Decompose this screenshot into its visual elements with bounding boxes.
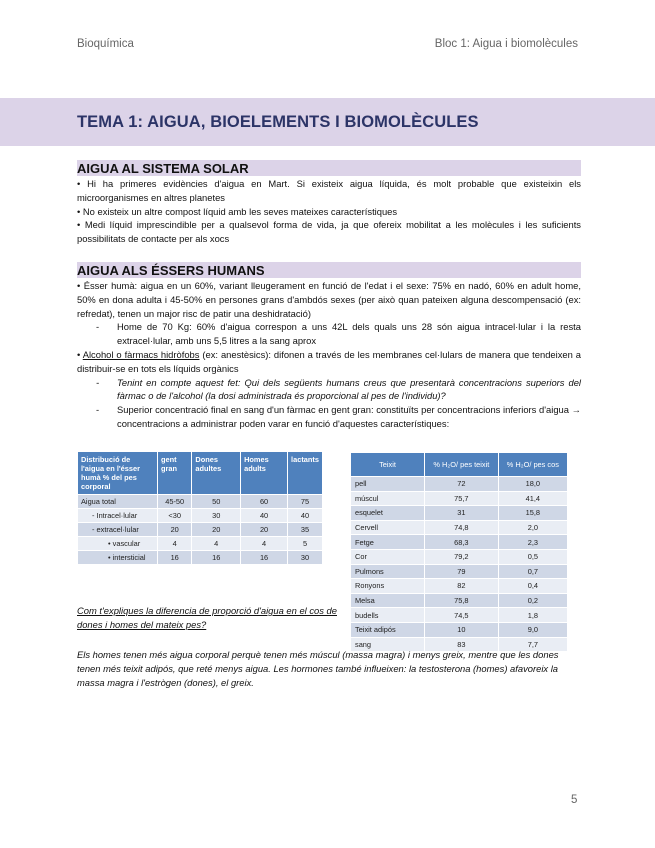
header-block: Bloc 1: Aigua i biomolècules <box>434 38 578 50</box>
table-row <box>351 593 568 608</box>
table-cell: 35 <box>288 523 323 537</box>
table-cell: 20 <box>192 523 241 537</box>
table-row <box>351 549 568 564</box>
table-row <box>351 520 568 535</box>
table-cell: 83 <box>425 637 499 652</box>
hydrophobic-text: (ex: anestèsics): difonen a través de les membranes cel·lulars de manera que tendeixen a distribuir-se en tots els líquids orgànics <box>77 348 582 374</box>
table-cell: 45-50 <box>158 495 192 509</box>
table-header: gent gran <box>158 452 192 495</box>
table-row <box>78 537 323 551</box>
page-title: TEMA 1: AIGUA, BIOELEMENTS I BIOMOLÈCULES <box>77 113 479 131</box>
table-cell: 72 <box>425 477 499 492</box>
table-cell: budells <box>351 608 425 623</box>
table-cell: sang <box>351 637 425 652</box>
bullet: • <box>77 348 83 360</box>
table-cell: 16 <box>241 551 288 565</box>
table-row <box>351 579 568 594</box>
table-cell: Fetge <box>351 535 425 550</box>
table-cell: 60 <box>241 495 288 509</box>
table-row <box>351 535 568 550</box>
table-cell: esquelet <box>351 506 425 521</box>
table-cell: 0,5 <box>498 549 567 564</box>
table-cell: 16 <box>158 551 192 565</box>
solar-paragraph-3: • Medi líquid imprescindible per a qualsevol forma de vida, ja que ofereix mobilitat a les molècules i les suficients possibilitats de contacte per als xocs <box>77 219 581 245</box>
table-cell: 75,8 <box>425 593 499 608</box>
section-humans <box>77 262 581 431</box>
section-heading-solar: AIGUA AL SISTEMA SOLAR <box>77 160 581 176</box>
question: Com t'expliques la diferencia de proporció d'aigua en el cos de dones i homes del mateix pes? <box>77 605 337 630</box>
table-cell: • intersticial <box>78 551 158 565</box>
title-band <box>0 98 655 146</box>
table-cell: 16 <box>192 551 241 565</box>
table-row <box>351 564 568 579</box>
table-header-row <box>78 452 323 495</box>
table-cell: 4 <box>158 537 192 551</box>
table-cell: 2,0 <box>498 520 567 535</box>
table-cell: 31 <box>425 506 499 521</box>
table-header: % H₂O/ pes teixit <box>425 453 499 477</box>
humans-sub-1: - Home de 70 Kg: 60% d'aigua correspon a uns 42L dels quals uns 28 són aigua intracel·lular i la resta extracel·lular, amb uns 5,5 litres a la sang aprox <box>77 320 581 348</box>
table-header: Dones adultes <box>192 452 241 495</box>
header-subject: Bioquímica <box>77 38 134 50</box>
table-cell: 4 <box>241 537 288 551</box>
answer: Els homes tenen més aigua corporal perquè tenen més múscul (massa magra) i menys greix, mentre que les dones tenen més teixit adipós, que reté menys aigua. Les hormones també influeixen: la testosterona (homes) afavoreix la massa magra i l'estrògen (dones), el greix. <box>77 649 559 688</box>
tissue-water-table <box>350 452 568 652</box>
solar-paragraph-1: • Hi ha primeres evidències d'aigua en Mart. Si existeix aigua líquida, és molt probable que existeixin els microorganismes en altres planetes <box>77 178 581 203</box>
table-header: Distribució de l'aigua en l'ésser humà % del pes corporal <box>78 452 158 495</box>
solar-paragraph-2: • No existeix un altre compost líquid amb les seves mateixes característiques <box>77 205 398 217</box>
table-cell: - extracel·lular <box>78 523 158 537</box>
table-cell: • vascular <box>78 537 158 551</box>
table-cell: 0,7 <box>498 564 567 579</box>
table-cell: 18,0 <box>498 477 567 492</box>
page-number: 5 <box>571 794 578 806</box>
table-cell: 1,8 <box>498 608 567 623</box>
table-row <box>78 509 323 523</box>
table-cell: 41,4 <box>498 491 567 506</box>
table-header: % H₂O/ pes cos <box>498 453 567 477</box>
table-cell: Melsa <box>351 593 425 608</box>
table-cell: 2,3 <box>498 535 567 550</box>
section-heading-humans: AIGUA ALS ÉSSERS HUMANS <box>77 262 581 278</box>
table-row <box>78 551 323 565</box>
table-cell: 82 <box>425 579 499 594</box>
table-cell: 5 <box>288 537 323 551</box>
table-cell: 4 <box>192 537 241 551</box>
table-cell: 68,3 <box>425 535 499 550</box>
table-cell: - Intracel·lular <box>78 509 158 523</box>
table-header-row <box>351 453 568 477</box>
table-header: Homes adults <box>241 452 288 495</box>
table-cell: Ronyons <box>351 579 425 594</box>
table-cell: 75,7 <box>425 491 499 506</box>
hydrophobic-term: Alcohol o fàrmacs hidròfobs <box>82 348 200 360</box>
humans-sub-2: - Tenint en compte aquest fet: Qui dels següents humans creus que presentarà concentracions superiors del fàrmac o de l'alcohol (la dosi administrada és proporcional al pes de l'individu)? <box>77 376 581 404</box>
table-cell: 0,2 <box>498 593 567 608</box>
table-cell: 40 <box>288 509 323 523</box>
table-cell: pell <box>351 477 425 492</box>
table-cell: 20 <box>241 523 288 537</box>
water-distribution-table <box>77 451 323 565</box>
table-cell: 75 <box>288 495 323 509</box>
table-cell: múscul <box>351 491 425 506</box>
table-header: lactants <box>288 452 323 495</box>
table-cell: 79 <box>425 564 499 579</box>
table-cell: Cervell <box>351 520 425 535</box>
section-solar <box>77 160 581 246</box>
table-cell: 0,4 <box>498 579 567 594</box>
table-cell: 79,2 <box>425 549 499 564</box>
table-cell: 15,8 <box>498 506 567 521</box>
humans-paragraph-2 <box>77 348 581 376</box>
table-row <box>351 491 568 506</box>
table-cell: 10 <box>425 622 499 637</box>
table-cell: 20 <box>158 523 192 537</box>
table-cell: 74,5 <box>425 608 499 623</box>
table-cell: Pulmons <box>351 564 425 579</box>
table-cell: Teixit adipós <box>351 622 425 637</box>
humans-paragraph-1: • Ésser humà: aigua en un 60%, variant lleugerament en funció de l'edat i el sexe: 75% en nadó, 60% en adult home, 50% en dona adulta i 45-50% en persones grans d'ambdós sexes (per això quan pateixen alguna descompensació (ex: refredat), tenen un major risc de patir una deshidratació) <box>77 280 581 319</box>
table-cell: 30 <box>192 509 241 523</box>
table-cell: <30 <box>158 509 192 523</box>
table-row <box>78 523 323 537</box>
table-row <box>351 477 568 492</box>
table-cell: Aigua total <box>78 495 158 509</box>
table-cell: Cor <box>351 549 425 564</box>
table-cell: 9,0 <box>498 622 567 637</box>
table-cell: 30 <box>288 551 323 565</box>
table-header: Teixit <box>351 453 425 477</box>
table-cell: 40 <box>241 509 288 523</box>
table-row <box>78 495 323 509</box>
table-cell: 50 <box>192 495 241 509</box>
table-row <box>351 608 568 623</box>
table-cell: 74,8 <box>425 520 499 535</box>
table-row <box>351 506 568 521</box>
humans-sub-3: - Superior concentració final en sang d'un fàrmac en gent gran: constituïts per concentracions inferiors d'aigua → concentracions a administrar poden varar en funció d'aquestes característiques: <box>77 403 581 431</box>
table-cell: 7,7 <box>498 637 567 652</box>
table-row <box>351 622 568 637</box>
